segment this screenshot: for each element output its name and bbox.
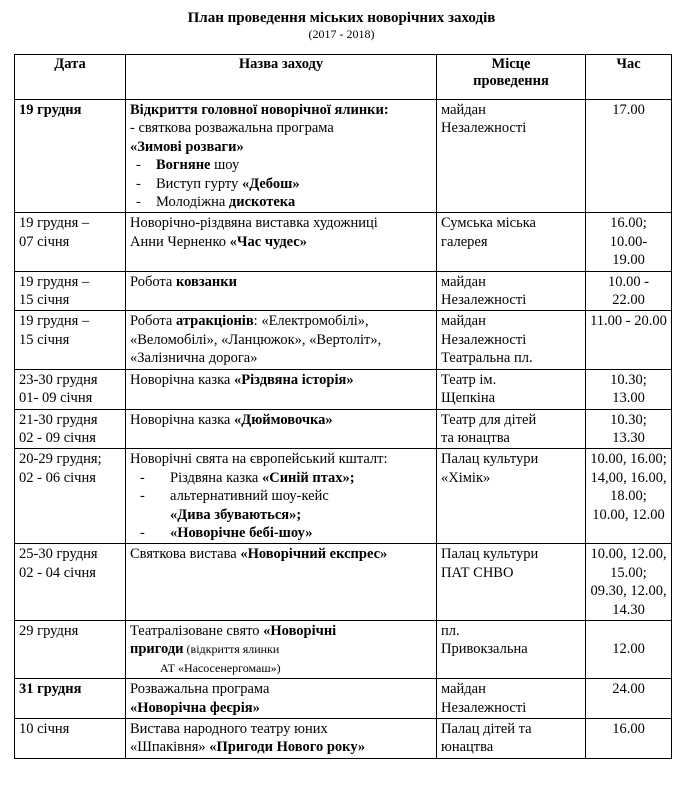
cell-name xyxy=(126,100,437,213)
event-title: «Пригоди Нового року» xyxy=(209,739,366,756)
cell-date xyxy=(15,271,126,311)
time-line: 10.30; xyxy=(610,371,647,388)
date-line: 02 - 09 січня xyxy=(19,429,96,446)
table-header-row xyxy=(15,55,672,100)
cell-date: 29 грудня xyxy=(15,620,126,678)
table-row xyxy=(15,719,672,759)
cell-date: 10 січня xyxy=(15,719,126,759)
list-item xyxy=(130,487,432,505)
cell-date xyxy=(15,213,126,271)
time-line: 10.30; xyxy=(610,411,647,428)
event-line: Вистава народного театру юних xyxy=(130,721,328,737)
time-line: 14.30 xyxy=(612,601,645,618)
list-item xyxy=(130,524,432,542)
cell-name xyxy=(126,271,437,311)
document-subtitle: (2017 - 2018) xyxy=(308,27,375,41)
place-line: Театральна пл. xyxy=(441,350,533,367)
cell-date xyxy=(15,449,126,544)
table-row xyxy=(15,679,672,719)
event-title: пригоди xyxy=(130,641,184,658)
cell-place xyxy=(437,311,586,369)
event-title: «Різдвяна історія» xyxy=(234,371,354,388)
list-item xyxy=(130,469,432,487)
date-line: 23-30 грудня xyxy=(19,371,98,388)
event-text: «Шпаківня» xyxy=(130,739,210,756)
cell-place xyxy=(437,620,586,678)
bullet-text: альтернативний шоу-кейс xyxy=(170,488,329,505)
event-line: «Зимові розваги» xyxy=(130,138,244,155)
event-text: Робота xyxy=(130,273,176,290)
list-item xyxy=(130,156,432,174)
event-text: Новорічна казка xyxy=(130,371,234,388)
cell-name xyxy=(126,449,437,544)
event-title: «Час чудес» xyxy=(229,233,307,250)
bullet-bold: «Дебош» xyxy=(241,175,300,192)
list-item xyxy=(130,193,432,211)
place-line: Палац культури xyxy=(441,451,539,468)
cell-place xyxy=(437,544,586,621)
bullet-bold: «Новорічне бебі-шоу» xyxy=(170,524,313,541)
time-line: 15.00; xyxy=(610,564,647,581)
date-line: 02 - 04 січня xyxy=(19,564,96,581)
document-page xyxy=(0,10,683,794)
place-line: галерея xyxy=(441,233,488,250)
date-line: 07 січня xyxy=(19,233,70,250)
table-row xyxy=(15,620,672,678)
event-title: ковзанки xyxy=(175,273,237,290)
time-line: 10.00, 16.00; xyxy=(590,451,667,468)
time-line: 12.00 xyxy=(612,641,645,658)
bullet-bold: «Дива збуваються»; xyxy=(170,506,302,523)
date-line: 15 січня xyxy=(19,292,70,309)
event-text: Театралізоване свято xyxy=(130,622,264,639)
cell-time: 16.00 xyxy=(586,719,672,759)
cell-place xyxy=(437,449,586,544)
header-date: Дата xyxy=(15,55,126,100)
place-line: Сумська міська xyxy=(441,215,536,232)
event-title: «Новорічні xyxy=(263,622,337,639)
place-line: Палац дітей та xyxy=(441,721,532,737)
cell-name xyxy=(126,620,437,678)
bullet-bold: Вогняне xyxy=(156,157,211,174)
event-bullets xyxy=(130,156,432,211)
cell-name xyxy=(126,679,437,719)
list-item xyxy=(130,175,432,193)
date-line: 15 січня xyxy=(19,331,70,348)
table-row xyxy=(15,311,672,369)
cell-date xyxy=(15,409,126,449)
cell-name xyxy=(126,369,437,409)
date-line: 01- 09 січня xyxy=(19,390,93,407)
cell-place xyxy=(437,213,586,271)
event-line: «Веломобілі», «Ланцюжок», «Вертоліт», xyxy=(130,331,382,348)
events-table xyxy=(14,54,672,759)
event-title: атракціонів xyxy=(175,313,254,330)
table-row xyxy=(15,369,672,409)
date-line: 21-30 грудня xyxy=(19,411,98,428)
table-row xyxy=(15,213,672,271)
event-line: «Залізнична дорога» xyxy=(130,350,258,367)
event-line: Новорічні свята на європейський кшталт: xyxy=(130,451,388,468)
table-row xyxy=(15,271,672,311)
time-line: 10.00, 12.00, xyxy=(590,546,667,563)
time-line: 14,00, 16.00, xyxy=(590,469,667,486)
event-text: Новорічна казка xyxy=(130,411,234,428)
header-name: Назва заходу xyxy=(126,55,437,100)
time-line: 19.00 xyxy=(612,252,645,269)
time-line: 13.30 xyxy=(612,429,645,446)
place-line: Привокзальна xyxy=(441,641,528,658)
event-title: «Новорічна феєрія» xyxy=(130,699,260,716)
date-line: 20-29 грудня; xyxy=(19,451,102,468)
cell-time xyxy=(586,369,672,409)
cell-time xyxy=(586,544,672,621)
place-line: Театр для дітей xyxy=(441,411,537,428)
cell-time xyxy=(586,409,672,449)
event-bullets xyxy=(130,524,432,542)
date-line: 19 грудня – xyxy=(19,215,90,232)
place-line: юнацтва xyxy=(441,739,494,756)
bullet-text: Різдвяна казка xyxy=(170,469,262,486)
place-line: «Хімік» xyxy=(441,469,491,486)
place-line: Палац культури xyxy=(441,546,539,563)
cell-time xyxy=(586,449,672,544)
cell-date xyxy=(15,369,126,409)
bullet-bold: дискотека xyxy=(228,194,296,211)
header-place-line1: Місце xyxy=(491,56,531,72)
cell-date xyxy=(15,544,126,621)
event-bullets xyxy=(130,469,432,506)
event-title: «Дюймовочка» xyxy=(234,411,333,428)
cell-date xyxy=(15,311,126,369)
place-line: Щепкіна xyxy=(441,390,496,407)
cell-place xyxy=(437,679,586,719)
event-line: Новорічно-різдвяна виставка художниці xyxy=(130,215,378,232)
date-line: 25-30 грудня xyxy=(19,546,98,563)
place-line: Незалежності xyxy=(441,120,527,137)
cell-time xyxy=(586,620,672,678)
place-line: майдан xyxy=(441,102,486,118)
event-line: - святкова розважальна програма xyxy=(130,120,334,137)
time-line: 18.00; xyxy=(610,488,647,505)
table-row xyxy=(15,409,672,449)
event-note: (відкриття ялинки xyxy=(183,642,280,657)
cell-time: 24.00 xyxy=(586,679,672,719)
table-row xyxy=(15,544,672,621)
cell-name xyxy=(126,311,437,369)
table-row xyxy=(15,449,672,544)
cell-time: 11.00 - 20.00 xyxy=(586,311,672,369)
place-line: пл. xyxy=(441,622,460,639)
place-line: Незалежності xyxy=(441,331,527,348)
place-line: ПАТ СНВО xyxy=(441,564,514,581)
event-line: Розважальна програма xyxy=(130,681,270,698)
event-text: : «Електромобілі», xyxy=(253,313,369,330)
cell-name xyxy=(126,213,437,271)
cell-date: 31 грудня xyxy=(15,679,126,719)
event-title: «Новорічний експрес» xyxy=(240,546,388,563)
place-line: Незалежності xyxy=(441,699,527,716)
cell-name xyxy=(126,544,437,621)
header-place-line2: проведення xyxy=(473,73,549,89)
date-line: 02 - 06 січня xyxy=(19,469,96,486)
time-line: 09.30, 12.00, xyxy=(590,583,667,600)
bullet-text: Виступ гурту xyxy=(156,175,242,192)
place-line: та юнацтва xyxy=(441,429,510,446)
event-text: Анни Черненко xyxy=(130,233,230,250)
cell-time: 10.00 - 22.00 xyxy=(586,271,672,311)
bullet-text: шоу xyxy=(210,157,240,174)
event-text: Робота xyxy=(130,313,176,330)
time-line: 10.00- xyxy=(609,233,648,250)
cell-time xyxy=(586,213,672,271)
cell-name xyxy=(126,409,437,449)
place-line: Незалежності xyxy=(441,292,527,309)
cell-date: 19 грудня xyxy=(15,100,126,213)
cell-place xyxy=(437,369,586,409)
date-line: 19 грудня – xyxy=(19,313,90,330)
bullet-text: Молодіжна xyxy=(156,194,229,211)
date-line: 19 грудня – xyxy=(19,273,90,290)
bullet-bold: «Синій птах»; xyxy=(261,469,355,486)
cell-time: 17.00 xyxy=(586,100,672,213)
table-row xyxy=(15,100,672,213)
cell-place xyxy=(437,409,586,449)
cell-place xyxy=(437,271,586,311)
document-title: План проведення міських новорічних заходів xyxy=(187,10,496,26)
event-note: АТ «Насосенергомаш») xyxy=(160,660,281,675)
cell-name xyxy=(126,719,437,759)
place-line: майдан xyxy=(441,313,486,330)
time-line: 10.00, 12.00 xyxy=(592,506,665,523)
event-title: Відкриття головної новорічної ялинки: xyxy=(130,102,389,118)
place-line: Театр ім. xyxy=(441,371,497,388)
time-line: 16.00; xyxy=(610,215,647,232)
header-place xyxy=(437,55,586,100)
time-line: 13.00 xyxy=(612,390,645,407)
header-time: Час xyxy=(586,55,672,100)
event-text: Святкова вистава xyxy=(130,546,241,563)
place-line: майдан xyxy=(441,273,486,290)
cell-place xyxy=(437,100,586,213)
place-line: майдан xyxy=(441,681,486,698)
cell-place xyxy=(437,719,586,759)
